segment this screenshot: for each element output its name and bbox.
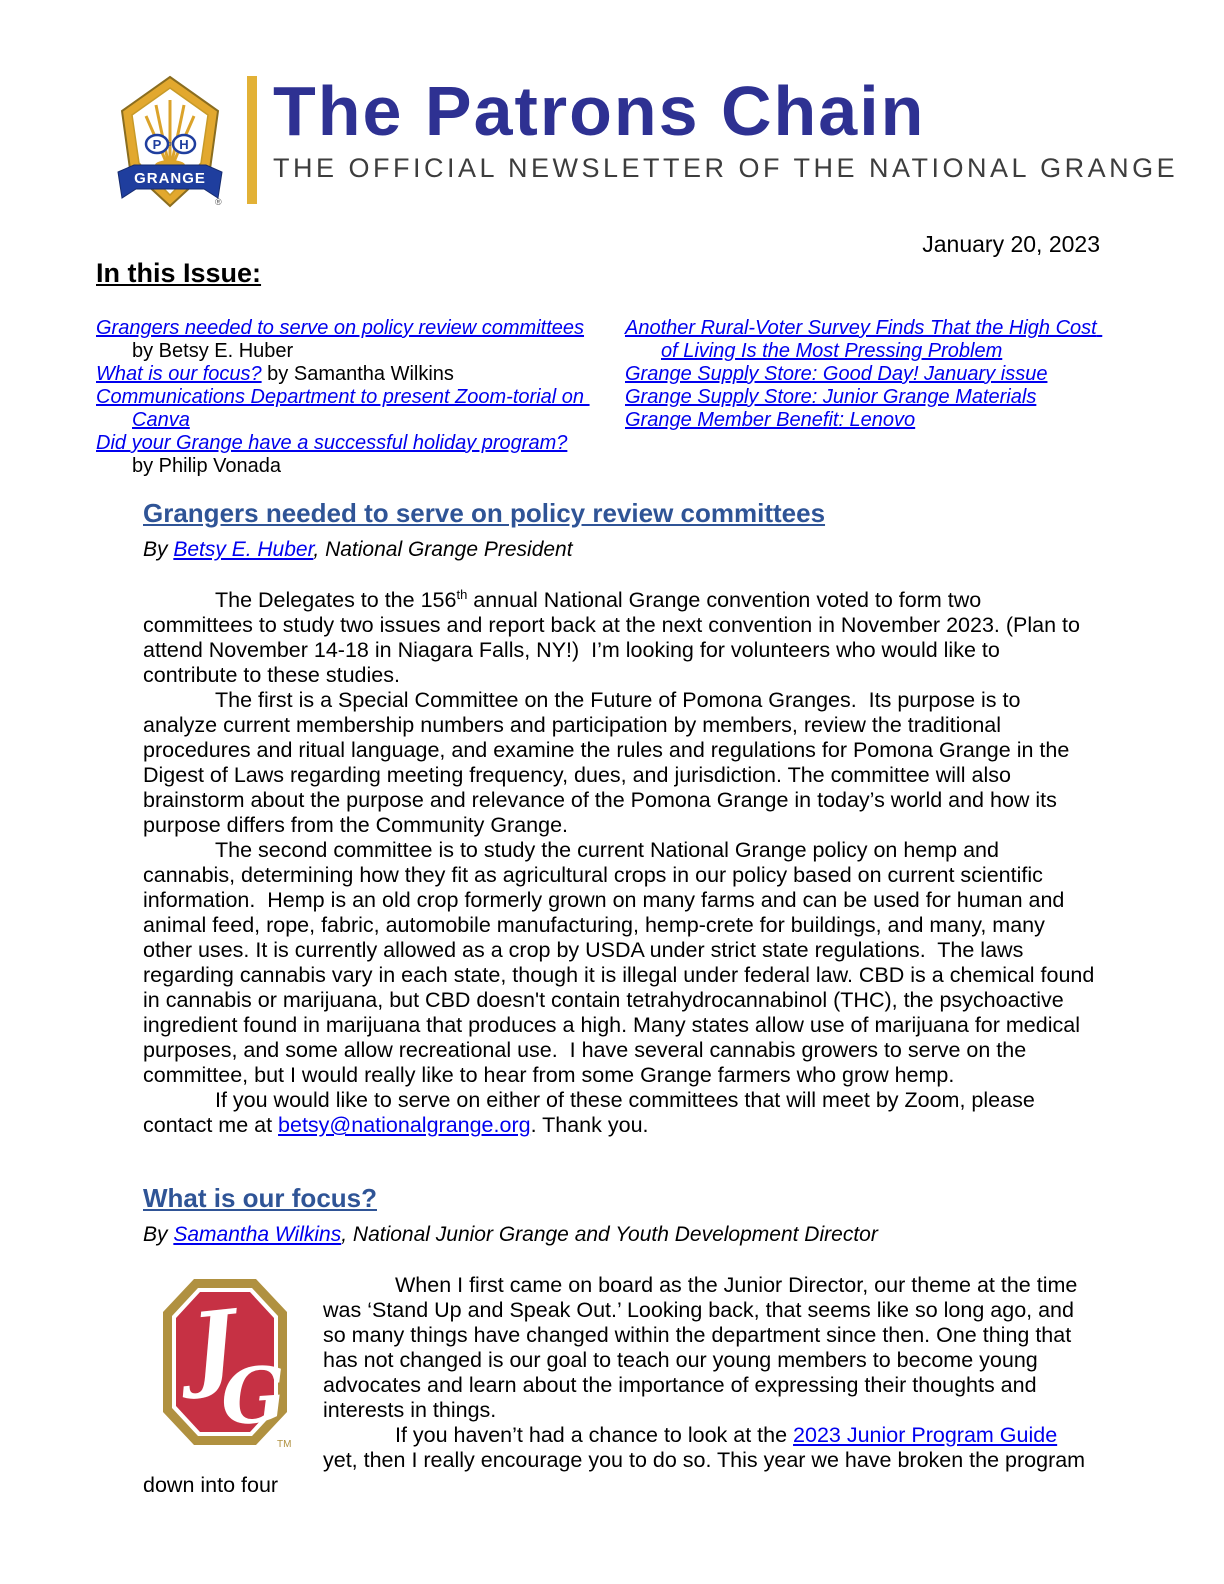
toc-item: [625, 386, 1117, 409]
byline-suffix: , National Grange President: [313, 538, 573, 561]
masthead-text: [273, 74, 1178, 183]
byline-suffix: , National Junior Grange and Youth Development Director: [341, 1223, 878, 1246]
toc-item: [96, 432, 588, 478]
toc-link-grangers-needed[interactable]: Grangers needed to serve on policy review committees: [96, 317, 585, 339]
article-grangers-needed: [143, 498, 1101, 1138]
newsletter-title: The Patrons Chain: [273, 72, 926, 150]
svg-text:J: J: [186, 1289, 242, 1402]
byline-prefix: By: [143, 538, 174, 561]
toc-item: [625, 409, 1117, 432]
paragraph: The second committee is to study the current National Grange policy on hemp and cannabis, determining how they fit as agricultural crops in our policy based on current scientific information. Hemp is an old crop formerly grown on many farms and can be used for human and animal feed, rope, fabric, automobile manufacturing, hemp-crete for buildings, and many, many other uses. It is currently allowed as a crop by USDA under strict state regulations. The laws regarding cannabis vary in each state, though it is illegal under federal law. CBD is a chemical found in cannabis or marijuana, but CBD doesn't contain tetrahydrocannabinol (THC), the psychoactive ingredient found in marijuana that produces a high. Many states allow use of marijuana for medical purposes, and some allow recreational use. I have several cannabis growers to serve on the committee, but I would really like to hear from some Grange farmers who grow hemp.: [143, 838, 1101, 1087]
toc-link-rural-voter-survey[interactable]: Another Rural-Voter Survey Finds That the High Cost of Living Is the Most Pressing Problem: [625, 317, 1103, 362]
toc-item: [96, 363, 588, 386]
link-2023-junior-program-guide[interactable]: 2023 Junior Program Guide: [793, 1423, 1058, 1447]
article-heading: Grangers needed to serve on policy review committees: [143, 498, 826, 528]
toc-link-member-benefit-lenovo[interactable]: Grange Member Benefit: Lenovo: [625, 409, 916, 431]
svg-text:of: of: [167, 141, 174, 148]
article-byline: [143, 538, 1095, 562]
article-what-is-our-focus: [143, 1183, 1095, 1498]
toc-left-column: [96, 317, 625, 478]
svg-text:P: P: [152, 137, 162, 152]
paragraph: If you would like to serve on either of these committees that will meet by Zoom, please contact me at betsy@nationalgrange.org. Thank you.: [143, 1088, 1041, 1137]
svg-text:G: G: [218, 1349, 290, 1443]
toc-right-column: [625, 317, 1125, 478]
toc-link-communications-zoomtorial[interactable]: Communications Department to present Zoom-torial on Canva: [96, 386, 590, 431]
paragraph: If you haven’t had a chance to look at the 2023 Junior Program Guide yet, then I really encourage you to do so. This year we have broken the program down into four: [143, 1423, 1092, 1497]
masthead-divider: [247, 76, 257, 204]
toc-link-what-is-our-focus[interactable]: What is our focus?: [96, 363, 262, 385]
paragraph: The Delegates to the 156th annual National Grange convention voted to form two committees to study two issues and report back at the next convention in November 2023. (Plan to attend November 14-18 in Niagara Falls, NY!) I’m looking for volunteers who would like to contribute to these studies.: [143, 586, 1086, 687]
junior-grange-logo-icon: [159, 1275, 291, 1449]
author-link-samantha-wilkins[interactable]: Samantha Wilkins: [173, 1223, 342, 1246]
toc-author: by Betsy E. Huber: [132, 317, 590, 362]
toc-author: by Philip Vonada: [132, 432, 573, 477]
paragraph: The first is a Special Committee on the Future of Pomona Granges. Its purpose is to analyze current membership numbers and participation by members, review the traditional procedures and ritual language, and examine the rules and regulations for Pomona Grange in the Digest of Laws regarding meeting frequency, dues, and jurisdiction. The committee will also brainstorm about the purpose and relevance of the Pomona Grange in today’s world and how its purpose differs from the Community Grange.: [143, 688, 1076, 837]
article-heading: What is our focus?: [143, 1183, 377, 1213]
byline-prefix: By: [143, 1223, 174, 1246]
svg-text:GRANGE: GRANGE: [134, 170, 206, 187]
masthead: [105, 74, 1178, 214]
toc-item: [625, 363, 1117, 386]
toc-link-holiday-program[interactable]: Did your Grange have a successful holiday program?: [96, 432, 568, 454]
toc-author: by Samantha Wilkins: [261, 363, 454, 385]
toc-link-supply-store-good-day[interactable]: Grange Supply Store: Good Day! January issue: [625, 363, 1048, 385]
toc-heading: In this Issue:: [96, 258, 262, 288]
email-link-betsy[interactable]: betsy@nationalgrange.org: [278, 1113, 531, 1137]
grange-logo-icon: [105, 74, 235, 214]
issue-date: January 20, 2023: [922, 231, 1100, 257]
toc-item: [96, 386, 588, 432]
author-link-betsy-huber[interactable]: Betsy E. Huber: [173, 538, 314, 561]
paragraph: When I first came on board as the Junior Director, our theme at the time was ‘Stand Up and Speak Out.’ Looking back, that seems like so long ago, and so many things have changed within the department since then. One thing that has not changed is our goal to teach our young members to become young advocates and learn about the importance of expressing their thoughts and interests in things.: [323, 1273, 1084, 1422]
toc-item: [96, 317, 588, 363]
svg-text:®: ®: [215, 197, 222, 207]
article-byline: [143, 1223, 1095, 1247]
table-of-contents: [96, 317, 1125, 478]
toc-link-supply-store-junior[interactable]: Grange Supply Store: Junior Grange Materials: [625, 386, 1037, 408]
ordinal-superscript: th: [456, 586, 468, 602]
svg-text:TM: TM: [277, 1439, 291, 1449]
newsletter-subtitle: THE OFFICIAL NEWSLETTER OF THE NATIONAL GRANGE: [273, 153, 1179, 183]
svg-text:H: H: [179, 137, 189, 152]
toc-item: [625, 317, 1117, 363]
